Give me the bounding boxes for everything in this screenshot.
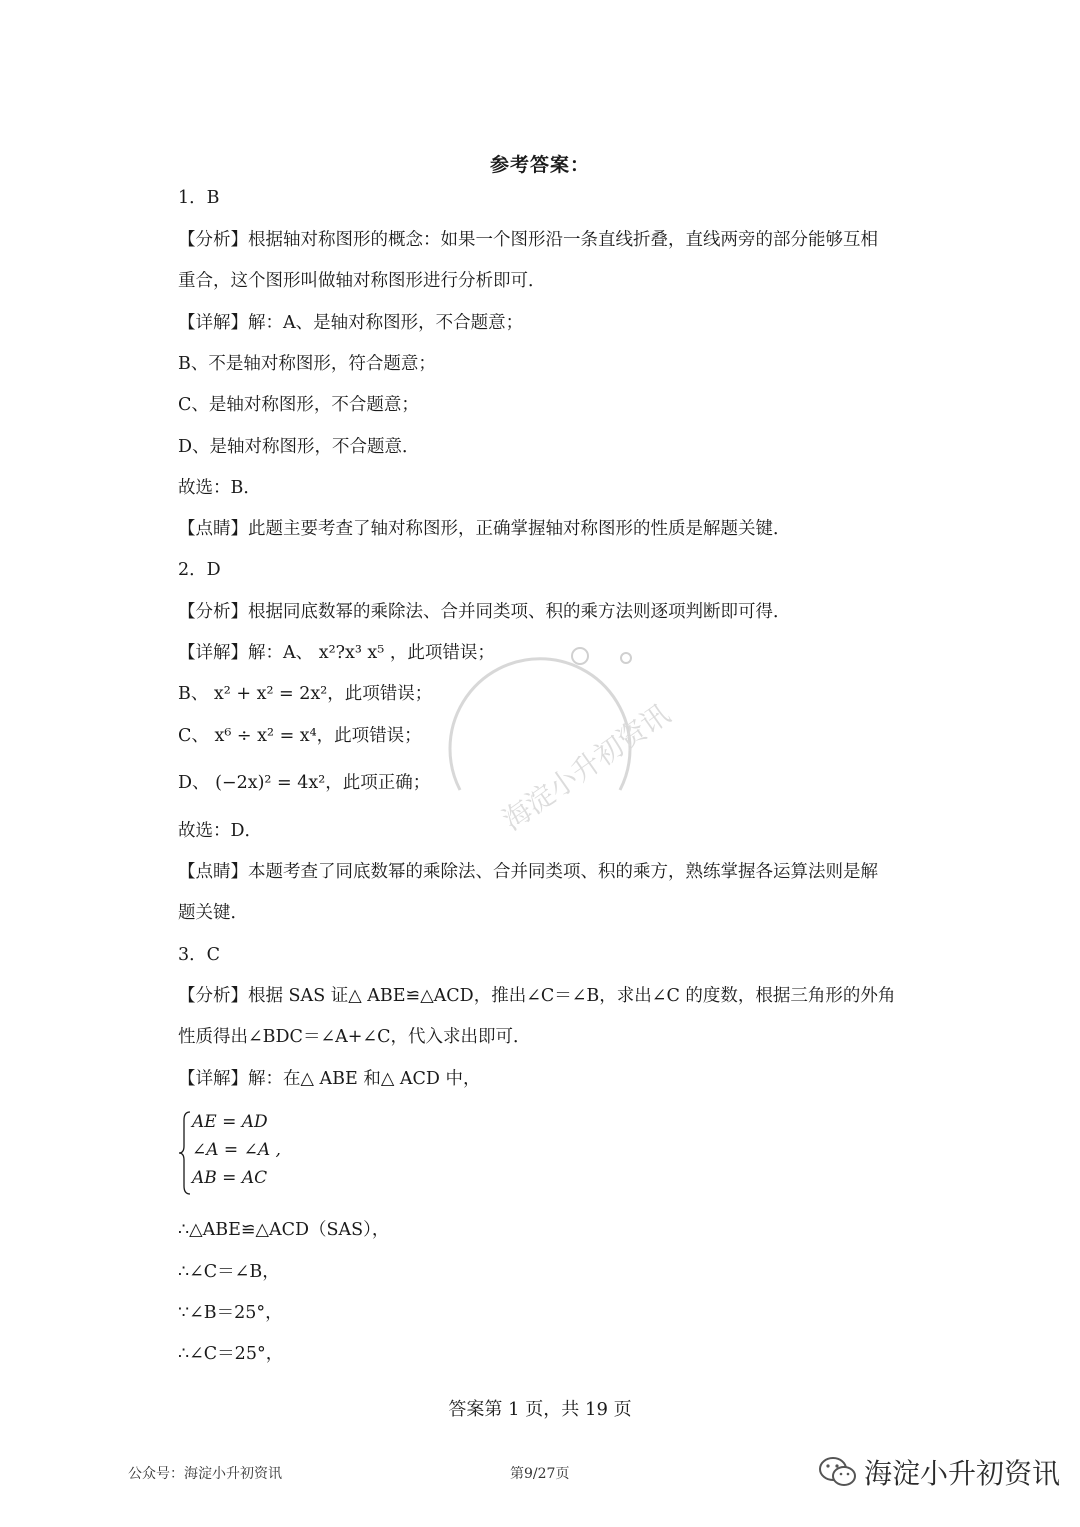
page-counter: 第9/27页 <box>510 1466 570 1482</box>
wechat-icon <box>818 1455 858 1489</box>
comment-line: 【点睛】本题考查了同底数幂的乘除法、合并同类项、积的乘方，熟练掌握各运算法则是解 <box>178 862 878 882</box>
detail-line: C、是轴对称图形，不合题意； <box>178 395 419 415</box>
answer-2-heading: 2．D <box>178 560 221 580</box>
detail-line: 【详解】解：A、 x²?x³ x⁵ ，此项错误； <box>178 643 495 663</box>
system-eq-3: AB = AC <box>192 1168 268 1188</box>
page-title: 参考答案： <box>489 154 590 176</box>
analysis-line: 【分析】根据 SAS 证△ ABE≌△ACD，推出∠C＝∠B，求出∠C 的度数，根据三角形的外角 <box>178 986 896 1006</box>
analysis-line: 【分析】根据轴对称图形的概念：如果一个图形沿一条直线折叠，直线两旁的部分能够互相 <box>178 230 878 250</box>
watermark-text: 海淀小升初资讯 <box>496 697 676 837</box>
detail-line: 【详解】解：A、是轴对称图形，不合题意； <box>178 313 524 333</box>
choice-line: 故选：B． <box>178 478 261 498</box>
system-eq-2: ∠A = ∠A , <box>192 1140 281 1160</box>
comment-line-cont: 题关键． <box>178 903 248 923</box>
detail-line: B、不是轴对称图形，符合题意； <box>178 354 436 374</box>
analysis-line: 【分析】根据同底数幂的乘除法、合并同类项、积的乘方法则逐项判断即可得． <box>178 602 791 622</box>
page-footer: 答案第 1 页，共 19 页 <box>448 1399 632 1420</box>
watermark-seal <box>430 640 676 840</box>
detail-line: B、 x² + x² = 2x²，此项错误； <box>178 684 433 704</box>
proof-line: ∴∠C＝25°， <box>178 1344 284 1364</box>
proof-line: ∵∠B＝25°， <box>178 1303 283 1323</box>
detail-line: 【详解】解：在△ ABE 和△ ACD 中， <box>178 1069 481 1089</box>
analysis-line-cont: 性质得出∠BDC＝∠A+∠C，代入求出即可． <box>178 1027 531 1047</box>
proof-line: ∴∠C＝∠B， <box>178 1262 280 1282</box>
proof-line: ∴△ABE≌△ACD（SAS）， <box>178 1220 390 1240</box>
answer-1-heading: 1．B <box>178 188 220 208</box>
choice-line: 故选：D． <box>178 821 263 841</box>
brand-name: 海淀小升初资讯 <box>864 1457 1061 1490</box>
detail-line: D、 (−2x)² = 4x²，此项正确； <box>178 773 431 793</box>
system-eq-1: AE = AD <box>192 1112 268 1132</box>
detail-line: D、是轴对称图形，不合题意． <box>178 437 420 457</box>
answer-3-heading: 3．C <box>178 945 221 965</box>
brand-watermark <box>818 1452 1060 1492</box>
comment-line: 【点睛】此题主要考查了轴对称图形，正确掌握轴对称图形的性质是解题关键． <box>178 519 791 539</box>
account-label: 公众号：海淀小升初资讯 <box>128 1466 282 1482</box>
analysis-line-cont: 重合，这个图形叫做轴对称图形进行分析即可． <box>178 271 546 291</box>
system-brace <box>178 1110 192 1196</box>
detail-line: C、 x⁶ ÷ x² = x⁴，此项错误； <box>178 726 422 746</box>
